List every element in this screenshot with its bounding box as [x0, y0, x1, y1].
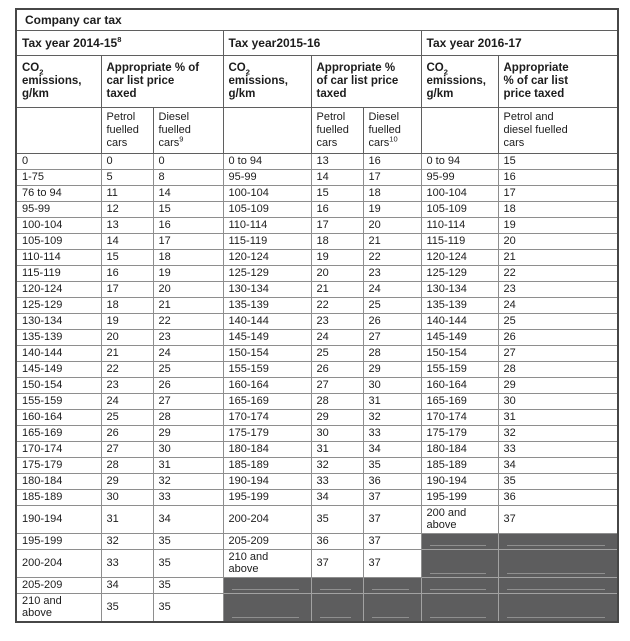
co2-emissions-header-cell [16, 55, 101, 107]
co2-range-cell: 130-134 [421, 281, 498, 297]
diesel-pct-cell: 19 [153, 265, 223, 281]
empty-subheader-cell [223, 107, 311, 153]
diesel-pct-cell: 30 [363, 377, 421, 393]
table-row [16, 345, 618, 361]
co2-range-cell [421, 577, 498, 593]
co2-range-cell: 190-194 [223, 473, 311, 489]
pct-cell: 18 [498, 201, 618, 217]
co2-range-cell: 160-164 [16, 409, 101, 425]
pct-cell: 34 [498, 457, 618, 473]
pct-cell: 24 [498, 297, 618, 313]
petrol-pct-cell: 36 [311, 533, 363, 549]
petrol-pct-cell: 28 [101, 457, 153, 473]
diesel-pct-cell: 35 [153, 593, 223, 622]
petrol-subheader-cell [101, 107, 153, 153]
pct-cell: 29 [498, 377, 618, 393]
diesel-pct-cell: 0 [153, 153, 223, 169]
co2-label: CO [426, 61, 444, 74]
diesel-pct-cell: 37 [363, 489, 421, 505]
diesel-label: Diesel fuelled cars [158, 110, 191, 149]
diesel-pct-cell: 33 [363, 425, 421, 441]
petrol-pct-cell: 32 [101, 533, 153, 549]
co2-range-cell: 155-159 [223, 361, 311, 377]
petrol-pct-cell: 0 [101, 153, 153, 169]
diesel-pct-cell: 16 [153, 217, 223, 233]
table-row [16, 201, 618, 217]
co2-range-cell: 160-164 [223, 377, 311, 393]
diesel-pct-cell: 19 [363, 201, 421, 217]
table-row [16, 185, 618, 201]
co2-range-cell: 125-129 [223, 265, 311, 281]
co2-range-cell: 170-174 [16, 441, 101, 457]
pct-cell: 16 [498, 169, 618, 185]
petrol-label: Petrol fuelled cars [316, 110, 349, 149]
co2-range-cell: 1-75 [16, 169, 101, 185]
diesel-pct-cell: 29 [363, 361, 421, 377]
co2-range-cell: 190-194 [16, 505, 101, 533]
co2-range-cell: 0 [16, 153, 101, 169]
pct-cell [498, 593, 618, 622]
co2-range-cell: 160-164 [421, 377, 498, 393]
petrol-pct-cell: 11 [101, 185, 153, 201]
petrol-pct-cell: 28 [311, 393, 363, 409]
diesel-pct-cell: 27 [363, 329, 421, 345]
co2-range-cell [223, 577, 311, 593]
petrol-pct-cell: 19 [101, 313, 153, 329]
co2-range-cell: 150-154 [223, 345, 311, 361]
diesel-pct-cell: 26 [153, 377, 223, 393]
pct-cell: 36 [498, 489, 618, 505]
tax-year-label: Tax year 2016-17 [426, 36, 522, 50]
table-row [16, 533, 618, 549]
petrol-pct-cell: 23 [311, 313, 363, 329]
petrol-pct-cell: 32 [311, 457, 363, 473]
co2-range-cell: 185-189 [223, 457, 311, 473]
petrol-pct-cell: 13 [311, 153, 363, 169]
co2-range-cell: 195-199 [16, 533, 101, 549]
co2-range-cell: 125-129 [421, 265, 498, 281]
footnote-marker: 10 [389, 133, 398, 143]
diesel-pct-cell: 37 [363, 533, 421, 549]
co2-subscript: 2 [245, 66, 250, 76]
diesel-pct-cell: 18 [153, 249, 223, 265]
co2-range-cell: 195-199 [421, 489, 498, 505]
co2-range-cell: 105-109 [421, 201, 498, 217]
petrol-pct-cell: 30 [311, 425, 363, 441]
diesel-pct-cell: 31 [363, 393, 421, 409]
pct-cell: 31 [498, 409, 618, 425]
company-car-tax-table [15, 8, 619, 623]
diesel-pct-cell: 25 [153, 361, 223, 377]
petrol-pct-cell: 29 [311, 409, 363, 425]
diesel-pct-cell: 24 [363, 281, 421, 297]
pct-cell: 32 [498, 425, 618, 441]
pct-cell: 23 [498, 281, 618, 297]
pct-header-label: Appropriate % of car list price taxed [106, 61, 200, 100]
table-row [16, 377, 618, 393]
petrol-pct-cell: 18 [101, 297, 153, 313]
pct-cell: 19 [498, 217, 618, 233]
co2-range-cell: 200 and above [421, 505, 498, 533]
pct-header-cell [311, 55, 421, 107]
co2-range-cell: 155-159 [16, 393, 101, 409]
co2-range-cell: 115-119 [223, 233, 311, 249]
pct-cell: 22 [498, 265, 618, 281]
pct-cell: 20 [498, 233, 618, 249]
co2-range-cell: 175-179 [16, 457, 101, 473]
table-row [16, 593, 618, 622]
diesel-pct-cell: 32 [363, 409, 421, 425]
petrol-pct-cell: 33 [311, 473, 363, 489]
table-row [16, 393, 618, 409]
pct-cell: 25 [498, 313, 618, 329]
diesel-pct-cell: 36 [363, 473, 421, 489]
petrol-pct-cell: 20 [311, 265, 363, 281]
table-row [16, 409, 618, 425]
pct-cell: 30 [498, 393, 618, 409]
diesel-pct-cell: 35 [363, 457, 421, 473]
co2-range-cell: 155-159 [421, 361, 498, 377]
diesel-pct-cell: 37 [363, 549, 421, 577]
co2-range-cell: 200-204 [223, 505, 311, 533]
pct-cell: 17 [498, 185, 618, 201]
diesel-pct-cell: 24 [153, 345, 223, 361]
co2-label-rest: emissions, g/km [228, 74, 288, 100]
pct-cell: 15 [498, 153, 618, 169]
co2-range-cell: 110-114 [16, 249, 101, 265]
co2-range-cell: 110-114 [421, 217, 498, 233]
table-row [16, 425, 618, 441]
diesel-pct-cell: 23 [153, 329, 223, 345]
pct-cell [498, 533, 618, 549]
pct-cell: 37 [498, 505, 618, 533]
petrol-pct-cell: 20 [101, 329, 153, 345]
petrol-diesel-subheader-cell [498, 107, 618, 153]
empty-subheader-cell [421, 107, 498, 153]
co2-range-cell: 120-124 [223, 249, 311, 265]
petrol-pct-cell: 18 [311, 233, 363, 249]
diesel-pct-cell: 37 [363, 505, 421, 533]
petrol-pct-cell: 27 [311, 377, 363, 393]
pct-cell: 28 [498, 361, 618, 377]
table-row [16, 457, 618, 473]
diesel-pct-cell: 35 [153, 577, 223, 593]
pct-cell [498, 577, 618, 593]
co2-range-cell: 115-119 [16, 265, 101, 281]
table-row [16, 153, 618, 169]
petrol-pct-cell: 34 [311, 489, 363, 505]
table-title-row [16, 9, 618, 30]
diesel-pct-cell: 22 [153, 313, 223, 329]
co2-range-cell: 175-179 [421, 425, 498, 441]
petrol-subheader-cell [311, 107, 363, 153]
diesel-pct-cell: 28 [363, 345, 421, 361]
petrol-pct-cell: 14 [101, 233, 153, 249]
co2-range-cell: 185-189 [421, 457, 498, 473]
diesel-label: Diesel fuelled cars [368, 110, 401, 149]
table-row [16, 577, 618, 593]
co2-range-cell: 0 to 94 [223, 153, 311, 169]
petrol-pct-cell: 37 [311, 549, 363, 577]
pct-header-label: Appropriate % of car list price taxed [316, 61, 399, 100]
petrol-pct-cell: 25 [101, 409, 153, 425]
petrol-pct-cell: 34 [101, 577, 153, 593]
table-row [16, 249, 618, 265]
co2-range-cell: 100-104 [223, 185, 311, 201]
table-row [16, 297, 618, 313]
co2-range-cell [421, 533, 498, 549]
co2-range-cell: 125-129 [16, 297, 101, 313]
petrol-diesel-label: Petrol and diesel fuelled cars [503, 110, 568, 149]
diesel-pct-cell: 17 [153, 233, 223, 249]
tax-year-label: Tax year 2014-15 [22, 36, 118, 50]
diesel-subheader-cell [363, 107, 421, 153]
co2-range-cell: 200-204 [16, 549, 101, 577]
diesel-pct-cell: 33 [153, 489, 223, 505]
petrol-pct-cell: 31 [101, 505, 153, 533]
pct-cell: 26 [498, 329, 618, 345]
co2-range-cell: 165-169 [223, 393, 311, 409]
petrol-pct-cell: 35 [311, 505, 363, 533]
petrol-pct-cell: 24 [311, 329, 363, 345]
diesel-pct-cell: 20 [153, 281, 223, 297]
petrol-pct-cell: 13 [101, 217, 153, 233]
petrol-pct-cell: 16 [101, 265, 153, 281]
petrol-pct-cell: 16 [311, 201, 363, 217]
petrol-pct-cell: 15 [101, 249, 153, 265]
petrol-pct-cell: 17 [311, 217, 363, 233]
pct-header-cell [101, 55, 223, 107]
co2-range-cell: 135-139 [223, 297, 311, 313]
petrol-pct-cell: 33 [101, 549, 153, 577]
co2-range-cell: 100-104 [421, 185, 498, 201]
tax-year-2014-15-cell [16, 30, 223, 55]
petrol-pct-cell: 26 [101, 425, 153, 441]
footnote-marker: 8 [117, 35, 122, 44]
co2-range-cell: 170-174 [223, 409, 311, 425]
petrol-pct-cell: 17 [101, 281, 153, 297]
diesel-pct-cell: 30 [153, 441, 223, 457]
co2-range-cell: 130-134 [223, 281, 311, 297]
diesel-pct-cell: 34 [153, 505, 223, 533]
petrol-label: Petrol fuelled cars [106, 110, 139, 149]
petrol-pct-cell [311, 577, 363, 593]
diesel-pct-cell: 29 [153, 425, 223, 441]
diesel-pct-cell: 32 [153, 473, 223, 489]
table-row [16, 265, 618, 281]
table-row [16, 217, 618, 233]
co2-range-cell: 210 and above [223, 549, 311, 577]
pct-header-cell [498, 55, 618, 107]
co2-range-cell: 135-139 [421, 297, 498, 313]
co2-range-cell: 95-99 [421, 169, 498, 185]
co2-range-cell [223, 593, 311, 622]
diesel-pct-cell: 8 [153, 169, 223, 185]
petrol-pct-cell: 5 [101, 169, 153, 185]
co2-range-cell: 100-104 [16, 217, 101, 233]
petrol-pct-cell: 22 [311, 297, 363, 313]
table-row [16, 505, 618, 533]
pct-header-label: Appropriate % of car list price taxed [503, 61, 569, 100]
diesel-pct-cell: 26 [363, 313, 421, 329]
co2-range-cell [421, 593, 498, 622]
diesel-pct-cell: 35 [153, 549, 223, 577]
diesel-pct-cell: 20 [363, 217, 421, 233]
empty-subheader-cell [16, 107, 101, 153]
diesel-pct-cell: 28 [153, 409, 223, 425]
petrol-pct-cell: 19 [311, 249, 363, 265]
table-row [16, 361, 618, 377]
petrol-pct-cell: 31 [311, 441, 363, 457]
table-row [16, 473, 618, 489]
petrol-pct-cell: 25 [311, 345, 363, 361]
column-header-row [16, 55, 618, 107]
co2-range-cell: 95-99 [223, 169, 311, 185]
petrol-pct-cell: 35 [101, 593, 153, 622]
co2-range-cell: 140-144 [421, 313, 498, 329]
co2-range-cell: 145-149 [16, 361, 101, 377]
co2-emissions-header-cell [421, 55, 498, 107]
pct-cell: 35 [498, 473, 618, 489]
diesel-pct-cell: 25 [363, 297, 421, 313]
table-body [16, 153, 618, 622]
co2-range-cell: 130-134 [16, 313, 101, 329]
co2-range-cell: 120-124 [421, 249, 498, 265]
diesel-pct-cell: 34 [363, 441, 421, 457]
co2-range-cell: 0 to 94 [421, 153, 498, 169]
diesel-pct-cell: 22 [363, 249, 421, 265]
co2-range-cell: 180-184 [16, 473, 101, 489]
co2-emissions-header-cell [223, 55, 311, 107]
co2-range-cell: 185-189 [16, 489, 101, 505]
petrol-pct-cell: 14 [311, 169, 363, 185]
footnote-marker: 9 [179, 133, 184, 143]
table-row [16, 233, 618, 249]
fuel-type-header-row [16, 107, 618, 153]
co2-range-cell: 190-194 [421, 473, 498, 489]
co2-label: CO [228, 61, 246, 74]
petrol-pct-cell: 21 [101, 345, 153, 361]
co2-range-cell: 150-154 [421, 345, 498, 361]
co2-range-cell: 135-139 [16, 329, 101, 345]
table-title: Company car tax [16, 9, 618, 30]
petrol-pct-cell: 22 [101, 361, 153, 377]
co2-range-cell: 145-149 [223, 329, 311, 345]
diesel-pct-cell: 17 [363, 169, 421, 185]
co2-range-cell: 76 to 94 [16, 185, 101, 201]
tax-year-label: Tax year2015-16 [228, 36, 321, 50]
petrol-pct-cell: 24 [101, 393, 153, 409]
co2-range-cell: 165-169 [421, 393, 498, 409]
diesel-pct-cell: 31 [153, 457, 223, 473]
table-row [16, 169, 618, 185]
diesel-pct-cell: 21 [153, 297, 223, 313]
co2-range-cell: 115-119 [421, 233, 498, 249]
co2-range-cell: 210 and above [16, 593, 101, 622]
co2-range-cell: 150-154 [16, 377, 101, 393]
co2-range-cell: 105-109 [223, 201, 311, 217]
petrol-pct-cell: 21 [311, 281, 363, 297]
diesel-pct-cell [363, 593, 421, 622]
table-row [16, 313, 618, 329]
diesel-pct-cell: 14 [153, 185, 223, 201]
co2-range-cell: 180-184 [421, 441, 498, 457]
diesel-pct-cell: 23 [363, 265, 421, 281]
co2-range-cell: 205-209 [16, 577, 101, 593]
petrol-pct-cell: 26 [311, 361, 363, 377]
diesel-pct-cell: 16 [363, 153, 421, 169]
co2-range-cell: 170-174 [421, 409, 498, 425]
co2-label-rest: emissions, g/km [22, 74, 82, 100]
tax-year-header-row [16, 30, 618, 55]
diesel-pct-cell [363, 577, 421, 593]
co2-range-cell: 140-144 [223, 313, 311, 329]
co2-subscript: 2 [39, 66, 44, 76]
co2-range-cell: 205-209 [223, 533, 311, 549]
petrol-pct-cell: 27 [101, 441, 153, 457]
co2-label-rest: emissions, g/km [426, 74, 486, 100]
petrol-pct-cell: 12 [101, 201, 153, 217]
petrol-pct-cell: 30 [101, 489, 153, 505]
table-row [16, 441, 618, 457]
co2-subscript: 2 [443, 66, 448, 76]
pct-cell: 27 [498, 345, 618, 361]
pct-cell [498, 549, 618, 577]
tax-year-2016-17-cell [421, 30, 618, 55]
co2-range-cell: 95-99 [16, 201, 101, 217]
diesel-pct-cell: 21 [363, 233, 421, 249]
table-row [16, 281, 618, 297]
diesel-pct-cell: 27 [153, 393, 223, 409]
tax-year-2015-16-cell [223, 30, 421, 55]
table-row [16, 549, 618, 577]
co2-range-cell: 180-184 [223, 441, 311, 457]
co2-range-cell: 120-124 [16, 281, 101, 297]
co2-range-cell: 195-199 [223, 489, 311, 505]
co2-range-cell: 110-114 [223, 217, 311, 233]
petrol-pct-cell: 15 [311, 185, 363, 201]
co2-range-cell [421, 549, 498, 577]
diesel-pct-cell: 18 [363, 185, 421, 201]
co2-label: CO [22, 61, 40, 74]
co2-range-cell: 140-144 [16, 345, 101, 361]
petrol-pct-cell: 23 [101, 377, 153, 393]
pct-cell: 33 [498, 441, 618, 457]
co2-range-cell: 175-179 [223, 425, 311, 441]
co2-range-cell: 165-169 [16, 425, 101, 441]
table-row [16, 329, 618, 345]
petrol-pct-cell [311, 593, 363, 622]
pct-cell: 21 [498, 249, 618, 265]
diesel-pct-cell: 15 [153, 201, 223, 217]
table-row [16, 489, 618, 505]
co2-range-cell: 145-149 [421, 329, 498, 345]
diesel-pct-cell: 35 [153, 533, 223, 549]
diesel-subheader-cell [153, 107, 223, 153]
co2-range-cell: 105-109 [16, 233, 101, 249]
petrol-pct-cell: 29 [101, 473, 153, 489]
